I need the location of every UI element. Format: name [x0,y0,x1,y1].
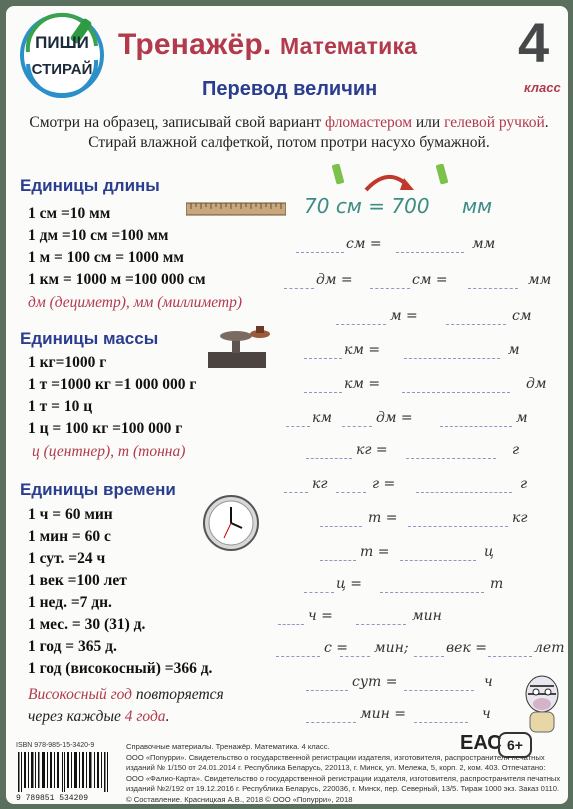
exercise-row [276,544,566,566]
answer-blank[interactable] [404,690,474,691]
time-fact: 1 нед. =7 дн. [28,594,112,611]
exercise-unit: м [508,342,520,358]
instructions [24,113,554,153]
answer-blank[interactable] [396,252,464,253]
length-section-title: Единицы длины [20,176,160,195]
time-fact: 1 год = 365 д. [28,638,117,655]
footer-line: ООО «Фалио-Карта». Свидетельство о государственной регистрации издателя, изготовителя, распространителя печатных изданий №2/192 от 19.12.2016 г. Республика Беларусь, 220036, г. Минск, пер. Северный, 13/5. Тираж 1000 экз. Заказ 0110. [126,773,561,793]
exercise-row [276,410,566,432]
logo-pishi-stirai [14,12,110,98]
mass-fact: 1 кг=1000 г [28,354,107,371]
logo-bottom-text: СТИРАЙ [31,61,93,78]
mass-facts [28,352,196,440]
exercise-row [276,376,566,398]
time-fact: 1 мес. = 30 (31) д. [28,616,146,633]
exercise-unit: г [520,476,528,492]
answer-blank[interactable] [446,324,506,325]
scale-icon [202,324,272,370]
leap-year-text: повторяется [132,686,224,703]
isbn: ISBN 978-985-15-3420-9 [16,742,95,749]
leap-year-note [28,684,224,728]
answer-blank[interactable] [342,426,372,427]
leap-year-period: 4 года [124,708,166,725]
exercise-unit: км = [344,342,381,358]
leap-year-term: Високосный год [28,686,132,703]
answer-blank[interactable] [414,656,444,657]
exercise-unit: мин; [374,640,409,656]
exercise-row [276,272,566,294]
length-facts [28,203,206,291]
exercise-unit: кг [512,510,528,526]
exercise-row [276,308,566,330]
exercise-unit: дм = [376,410,413,426]
answer-blank[interactable] [304,592,334,593]
length-fact: 1 км = 1000 м =100 000 см [28,271,206,288]
exercise-unit: ц = [336,576,362,592]
time-fact: 1 ч = 60 мин [28,506,113,523]
answer-blank[interactable] [336,492,366,493]
answer-blank[interactable] [468,288,518,289]
answer-blank[interactable] [320,526,362,527]
answer-blank[interactable] [306,690,348,691]
exercise-unit: ч [484,674,493,690]
exercise-unit: кг [312,476,328,492]
answer-blank[interactable] [306,458,352,459]
answer-blank[interactable] [304,392,342,393]
answer-blank[interactable] [400,560,476,561]
answer-blank[interactable] [414,722,468,723]
answer-blank[interactable] [276,656,320,657]
exercise-unit: мин [412,608,442,624]
title-subject: Математика [279,33,418,59]
logo-top-text: ПИШИ [35,33,89,52]
time-fact: 1 год (високосный) =366 д. [28,660,213,677]
exercise-unit: т = [368,510,398,526]
leap-year-text-2: через каждые [28,708,125,725]
exercise-unit: мм [528,272,552,288]
exercise-unit: мин = [360,706,407,722]
exercise-unit: ч = [308,608,333,624]
exercise-unit: с = [324,640,349,656]
answer-blank[interactable] [370,288,410,289]
answer-blank[interactable] [278,624,304,625]
time-fact: 1 сут. =24 ч [28,550,106,567]
intro-text-3: . Стирай влажной салфеткой, потом протри насухо бумажной. [88,114,549,151]
intro-marker: фломастером [325,114,413,131]
answer-blank[interactable] [406,458,496,459]
exercise-unit: кг = [356,442,388,458]
answer-blank[interactable] [306,722,356,723]
exercise-row [276,640,566,662]
time-fact: 1 мин = 60 с [28,528,111,545]
exercise-unit: г = [372,476,396,492]
answer-blank[interactable] [416,492,512,493]
mass-fact: 1 т =1000 кг =1 000 000 г [28,376,197,393]
example-value-1: 70 [304,194,330,218]
time-facts [28,504,212,680]
zebra-mascot-icon [520,672,564,734]
answer-blank[interactable] [320,560,356,561]
answer-blank[interactable] [284,492,308,493]
exercise-unit: лет [534,640,565,656]
exercise-row [276,236,566,258]
answer-blank[interactable] [286,426,310,427]
answer-blank[interactable] [404,358,500,359]
exercise-row [276,608,566,630]
answer-blank[interactable] [408,526,508,527]
eac-mark: ЕАС [460,732,502,754]
answer-blank[interactable] [402,392,510,393]
grade-number: 4 [518,11,550,74]
exercise-row [276,576,566,598]
intro-text-2: или [412,114,445,131]
mass-note: ц (центнер), т (тонна) [32,443,186,460]
title-main: Тренажёр. [118,28,272,61]
page-subtitle: Перевод величин [202,78,378,100]
example-unit-2: мм [461,194,493,218]
exercise-unit: век = [446,640,487,656]
exercise-unit: г [512,442,520,458]
length-fact: 1 дм =10 см =100 мм [28,227,169,244]
intro-text-1: Смотри на образец, записывай свой вариант [29,114,326,131]
exercise-row [276,476,566,498]
exercise-row [276,342,566,364]
exercise-unit: мм [472,236,496,252]
length-fact: 1 см =10 мм [28,205,111,222]
exercise-unit: ч [482,706,491,722]
answer-blank[interactable] [380,592,484,593]
exercise-unit: м = [390,308,418,324]
answer-blank[interactable] [488,656,532,657]
age-rating-badge: 6+ [498,732,532,758]
mass-section-title: Единицы массы [20,329,159,348]
worksheet-page [6,6,568,804]
exercise-unit: см = [412,272,448,288]
answer-blank[interactable] [340,656,370,657]
exercise-unit: дм = [316,272,353,288]
grade-label: класс [524,80,561,95]
exercise-unit: км = [344,376,381,392]
barcode-number: 9 789851 534209 [16,794,89,803]
exercise-unit: сут = [352,674,398,690]
answer-blank[interactable] [284,288,314,289]
length-note: дм (дециметр), мм (миллиметр) [28,294,243,311]
example-equals: = [368,194,386,218]
exercise-unit: ц [484,544,494,560]
leap-year-text-3: . [165,708,170,725]
barcode-icon [16,752,116,794]
footer-line: © Составление. Красницкая А.В., 2018 © ООО «Попурри», 2018 [126,794,353,804]
exercise-row [276,442,566,464]
footer-line: ООО «Попурри». Свидетельство о государственной регистрации издателя, изготовителя, распространителя печатных изданий № 1/150 от 24.01.2014 г. Республика Беларусь, 220113, г. Минск, ул. Мележа, 5, корп. 2, ком. 403. Отпечатано: [126,752,546,772]
exercise-unit: см = [346,236,382,252]
answer-blank[interactable] [304,358,342,359]
answer-blank[interactable] [296,252,344,253]
example-conversion [304,194,492,218]
exercise-unit: дм [526,376,547,392]
exercise-unit: км [312,410,332,426]
answer-blank[interactable] [356,624,406,625]
length-fact: 1 м = 100 см = 1000 мм [28,249,184,266]
mass-fact: 1 ц = 100 кг =100 000 г [28,420,183,437]
footer-line: Справочные материалы. Тренажёр. Математика. 4 класс. [126,742,330,751]
exercise-unit: т = [360,544,390,560]
example-unit-1: см [335,194,362,218]
exercise-row [276,510,566,532]
time-fact: 1 век =100 лет [28,572,127,589]
exercise-unit: т [490,576,504,592]
example-value-2: 700 [391,194,430,218]
exercise-unit: см [512,308,532,324]
page-title [118,28,417,62]
answer-blank[interactable] [336,324,386,325]
exercise-unit: м [516,410,528,426]
time-section-title: Единицы времени [20,480,176,499]
answer-blank[interactable] [440,426,512,427]
intro-gel-pen: гелевой ручкой [444,114,545,131]
mass-fact: 1 т = 10 ц [28,398,93,415]
